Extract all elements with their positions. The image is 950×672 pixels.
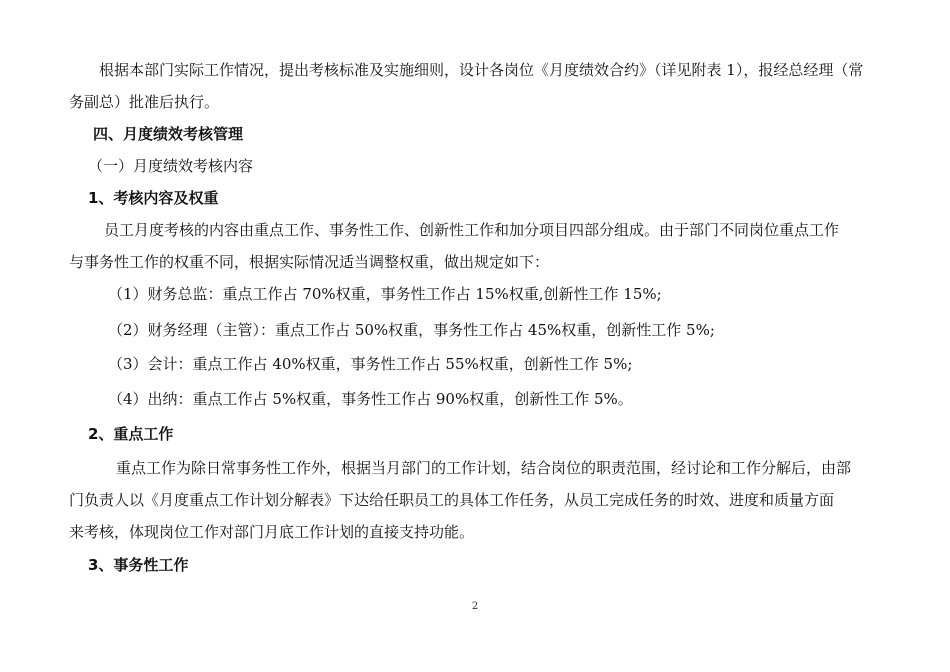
weight-item-accountant: （3）会计：重点工作占 40%权重，事务性工作占 55%权重，创新性工作 5%;: [108, 355, 633, 373]
item-two-paragraph-line-1: 重点工作为除日常事务性工作外，根据当月部门的工作计划，结合岗位的职责范围，经讨论和工作分解后，由部: [116, 459, 852, 477]
page-number: 2: [471, 601, 479, 612]
section-four-heading: 四、月度绩效考核管理: [93, 125, 244, 143]
weight-item-finance-manager: （2）财务经理（主管）：重点工作占 50%权重，事务性工作占 45%权重，创新性工作 5%;: [108, 321, 715, 339]
subsection-one-heading: （一）月度绩效考核内容: [88, 157, 254, 175]
item-two-paragraph-line-3: 来考核，体现岗位工作对部门月底工作计划的直接支持功能。: [69, 523, 475, 541]
weight-item-cfo: （1）财务总监：重点工作占 70%权重，事务性工作占 15%权重,创新性工作 15%;: [108, 285, 662, 303]
item-two-heading: 2、重点工作: [88, 425, 174, 443]
item-one-paragraph-line-1: 员工月度考核的内容由重点工作、事务性工作、创新性工作和加分项目四部分组成。由于部门不同岗位重点工作: [104, 221, 840, 239]
item-one-paragraph-line-2: 与事务性工作的权重不同，根据实际情况适当调整权重，做出规定如下：: [69, 253, 550, 271]
intro-paragraph-line-2: 务副总）批准后执行。: [69, 93, 220, 111]
weight-item-cashier: （4）出纳：重点工作占 5%权重，事务性工作占 90%权重，创新性工作 5%。: [108, 390, 633, 408]
item-two-paragraph-line-2: 门负责人以《月度重点工作计划分解表》下达给任职员工的具体工作任务，从员工完成任务的时效、进度和质量方面: [69, 491, 835, 509]
item-one-heading: 1、考核内容及权重: [88, 189, 219, 207]
item-three-heading: 3、事务性工作: [88, 556, 189, 574]
intro-paragraph-line-1: 根据本部门实际工作情况，提出考核标准及实施细则，设计各岗位《月度绩效合约》（详见附表 1），报经总经理（常: [99, 61, 864, 79]
